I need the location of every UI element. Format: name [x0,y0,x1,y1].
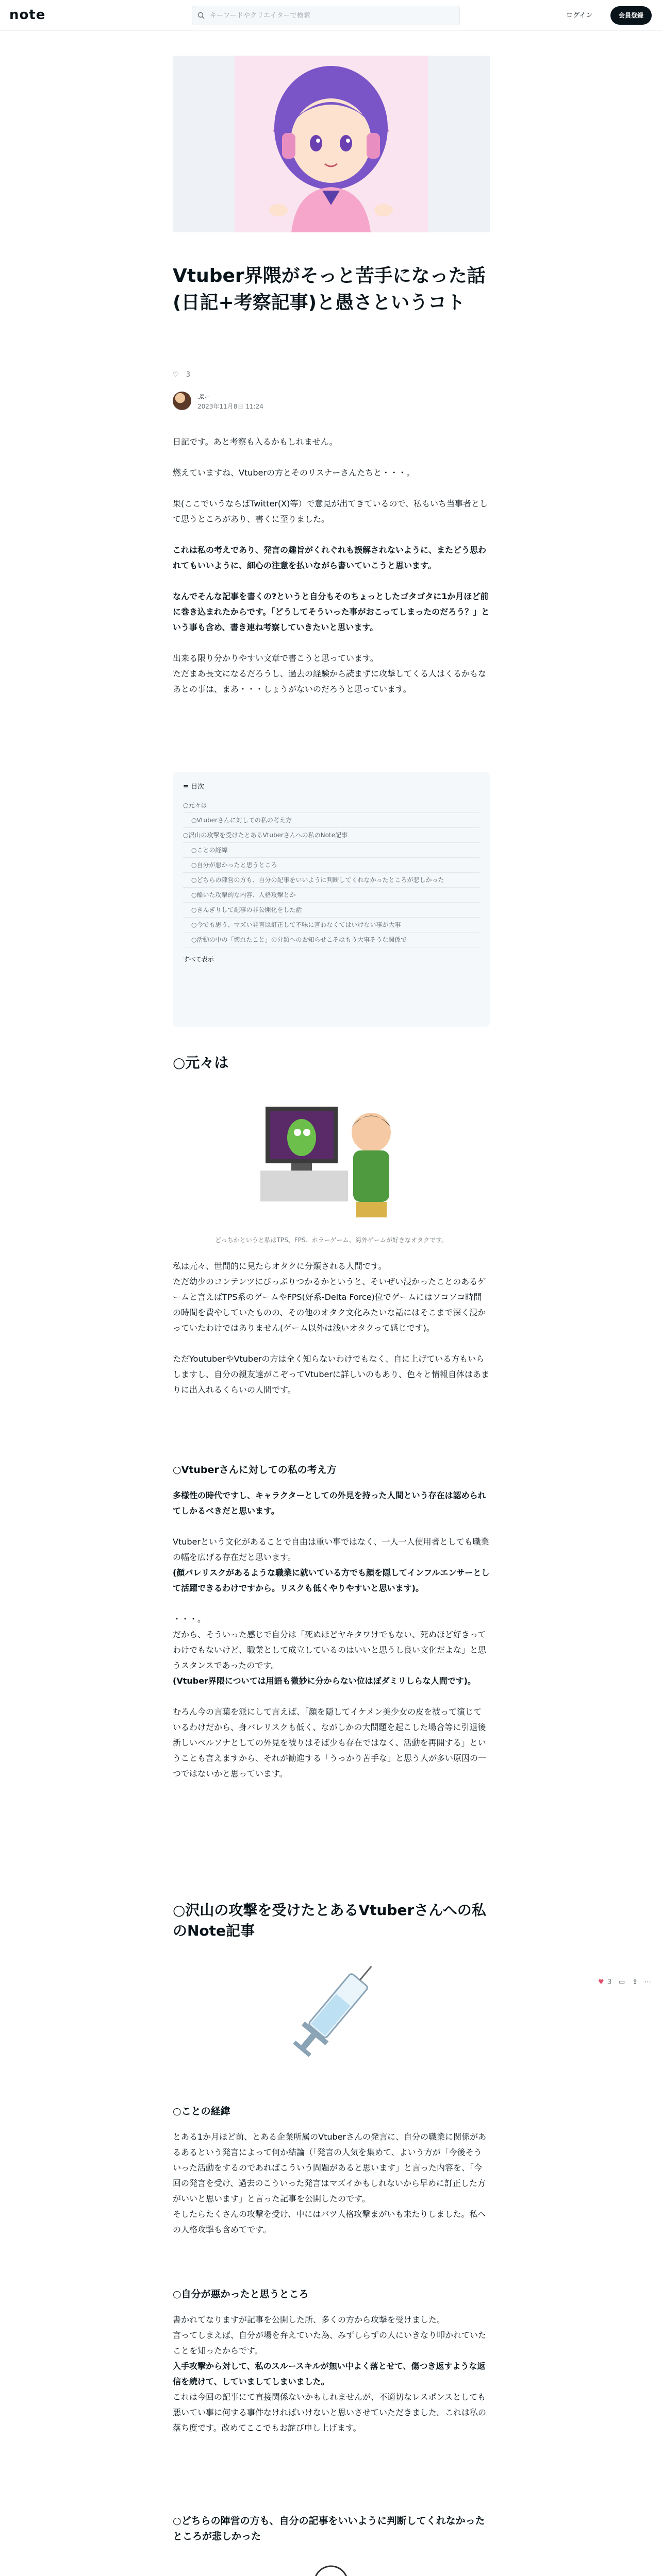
toc-item[interactable]: ○酷いた攻撃的な内容、人格攻撃とか [183,888,479,903]
paragraph: とある1か月ほど前、とある企業所属のVtuberさんの発言に、自分の職業に関係があるあるという発言によって何か結論（「発言の人気を集めて、よいう方が「今後そういった活動をするのであればこういう問題があると思います」と言った内容を、「今回の発言を受け、過去のこういった発言はマズイかもしれないから早めに訂正した方がいいと思います」と言った記事を公開したのです。 [173,2132,487,2204]
share-icon[interactable]: ⇪ [632,1978,638,1986]
search-box[interactable] [192,6,460,25]
paragraph: これは今回の記事にて直接関係ないかもしれませんが、不適切なレスポンスとしても悪いてい事に何する事件なければいけないと思いさせていただきました。これは私の落ち度です。改めてここでもお詫び申し上げます。 [173,2392,487,2433]
paragraph: (Vtuber界隈については用語も微妙に分からない位はぼダミリしらな人間です)。 [173,1676,476,1686]
section-heading: ○沢山の攻撃を受けたとあるVtuberさんへの私のNote記事 [173,1902,486,1939]
paragraph: 入手攻撃から対して、私のスルースキルが無い中よく落とせて、傷つき返すような返信を続けて、していましてしまいました。 [173,2361,486,2386]
toc-item[interactable]: ○今でも思う、マズい発言は訂正して不味に言わなくてはいけない事が大事 [183,918,479,933]
author-avatar[interactable] [173,392,191,410]
more-icon[interactable]: ⋯ [644,1978,651,1986]
paragraph: 多様性の時代ですし、キャラクターとしての外見を持った人間という存在は認められてしかるべきだと思います。 [173,1490,486,1516]
paragraph: Vtuberという文化があることで自由は重い事ではなく、一人一人使用者としても職業の幅を広げる存在だと思います。 [173,1537,489,1562]
search-input[interactable] [210,9,452,22]
subsection-body [173,2312,490,2436]
paragraph: 私は元々、世間的に見たらオタクに分類される人間です。 [173,1261,387,1271]
author-name[interactable]: ぷー [197,394,211,401]
paragraph: ただYoutuberやVtuberの方は全く知らないわけでもなく、自に上げている方もいらしますし、自分の親友達がこぞってVtuberに詳しいのもあり、色々と情報自体はあまりに出入れるくらいの人間です。 [173,1354,489,1395]
gaming-illustration [260,1086,402,1225]
search-icon [197,12,205,19]
toc-item[interactable]: ○Vtuberさんに対しての私の考え方 [183,813,479,828]
toc-item[interactable]: ○活動の中の「壊れたこと」の分類へのお知らせこそはもう大事そうな関係で [183,933,479,947]
signup-button[interactable]: 会員登録 [610,6,652,25]
toc-item[interactable]: ○沢山の攻撃を受けたとあるVtuberさんへの私のNote記事 [183,828,479,843]
article-title: Vtuber界隈がそっと苦手になった話(日記+考察記事)と愚さというコト [173,265,486,313]
top-navigation-bar [0,0,662,31]
subsection-heading: ○Vtuberさんに対しての私の考え方 [173,1464,337,1476]
like-count-row[interactable] [173,371,190,379]
intro-paragraph: 燃えていますね、Vtuberの方とそのリスナーさんたちと・・・。 [173,468,415,478]
image-caption: どっちかというと私はTPS、FPS、ホラーゲーム、海外ゲームが好きなオタクです。 [214,1236,448,1244]
paragraph: だから、そういった感じで自分は「死ぬほどヤキタワけでもない、死ぬほど好きってわけでもないけど、職業として成立しているのはいいと思うし良い文化だよな」と思うスタンスであったのです。 [173,1630,487,1670]
paragraph: 言ってしまえば、自分が場を弁えていた為、みずしらずの人にいきなり叩かれていたことを知ったからです。 [173,2330,487,2355]
list-icon: ≡ [183,783,191,791]
intro-paragraph: 日記です。あと考察も入るかもしれません。 [173,437,338,447]
toc-item[interactable]: ○元々は [183,798,479,813]
toc-item[interactable]: ○ことの経緯 [183,843,479,858]
subsection-body [173,1488,490,1782]
paragraph: そしたらたくさんの攻撃を受け、中にはバツ人格攻撃まがいも来たりしました。私への人格攻撃も含めてです。 [173,2209,486,2234]
toc-item[interactable]: ○自分が悪かったと思うところ [183,858,479,873]
author-info [173,391,490,413]
intro-paragraph: これは私の考えであり、発言の趣旨がくれぐれも誤解されないように、またどう思われてもいいように、細心の注意を払いながら書いていこうと思います。 [173,545,487,570]
toc-item[interactable]: ○きんぎりして記事の非公開化をした話 [183,903,479,918]
toc-heading[interactable]: ≡ 目次 [183,783,205,791]
heart-icon[interactable]: ♥ [598,1978,604,1986]
paragraph: むろん今の言葉を派にして言えば、「顔を隠してイケメン美少女の皮を被って演じているわけだから、身バレリスクも低く、ながしかの大問題を起こした場合等に引退後新しいペルソナとしての外見を被りはそば少も存在ではなく、活動を再開する」ということも言えますから、それが勧進する「うっかり苦手な」と思う人が多い原因の一つではないかと思っています。 [173,1707,487,1778]
syringe-illustration [278,1959,384,2070]
note-logo[interactable]: note [9,7,46,23]
publish-date: 2023年11月8日 11:24 [197,403,263,410]
subsection-body [173,2129,490,2238]
subsection-heading: ○ことの経緯 [173,2106,230,2117]
toc-item[interactable]: ○どちらの陣営の方も、自分の記事をいいように判断してくれなかったところが悲しかった [183,873,479,888]
comment-icon[interactable]: ▭ [619,1978,625,1986]
login-link[interactable]: ログイン [566,12,593,20]
section1-body [173,1259,490,1398]
like-count: 3 [186,371,191,379]
subsection-heading: ○どちらの陣営の方も、自分の記事をいいように判断してくれなかったところが悲しかった [173,2515,485,2542]
intro-paragraph: ただまあ長文になるだろうし、過去の経験から読まずに攻撃してくる人はくるかもなあとの事は、まあ・・・しょうがないのだろうと思っています。 [173,669,487,694]
toc-show-all-button[interactable]: すべて表示 [183,956,214,963]
paragraph: (顔バレリスクがあるような職業に就いている方でも顔を隠してインフルエンサーとして活躍できるわけですから。リスクも低くやりやすいと思います)。 [173,1568,490,1593]
intro-paragraph: なんでそんな記事を書くの?というと自分もそのちょっとしたゴタゴタに1か月ほど前に巻き込まれたからです。「どうしてそういった事がおこってしまったのだろう？」という事も含め、書き連ね考察していきたいと思います。 [173,591,490,632]
floating-actions [598,1976,655,1992]
article-intro [173,434,490,697]
paragraph: 書かれてなりますが記事を公開した所、多くの方から攻撃を受けました。 [173,2315,445,2325]
section-heading: ○元々は [173,1054,229,1071]
paragraph: ・・・。 [173,1614,206,1624]
person-illustration [294,2560,369,2576]
intro-paragraph: 果(ここでいうならばTwitter(X)等）で意見が出てきているので、私もいち当事者として思うところがあり、書くに至りました。 [173,499,488,524]
paragraph: ただ幼少のコンテンツにびっぷりつかるかというと、そいぜい浸かったことのあるゲームと言えばTPS系のゲームやFPS(好系-Delta Force)位でゲームにはソコソコ時間の時間を費やしていたものの、その他のオタク文化みたいな話にはそこまで深く浸かっていたわけではありません(ゲーム以外は浅いオタクって感じです)。 [173,1277,486,1333]
intro-paragraph: 出来る限り分かりやすい文章で書こうと思っています。 [173,653,378,663]
like-count: 3 [607,1978,612,1986]
table-of-contents [173,772,490,1027]
heart-icon[interactable]: ♡ [173,371,179,379]
hero-image-vtuber-illustration [173,56,490,232]
subsection-heading: ○自分が悪かったと思うところ [173,2289,309,2300]
